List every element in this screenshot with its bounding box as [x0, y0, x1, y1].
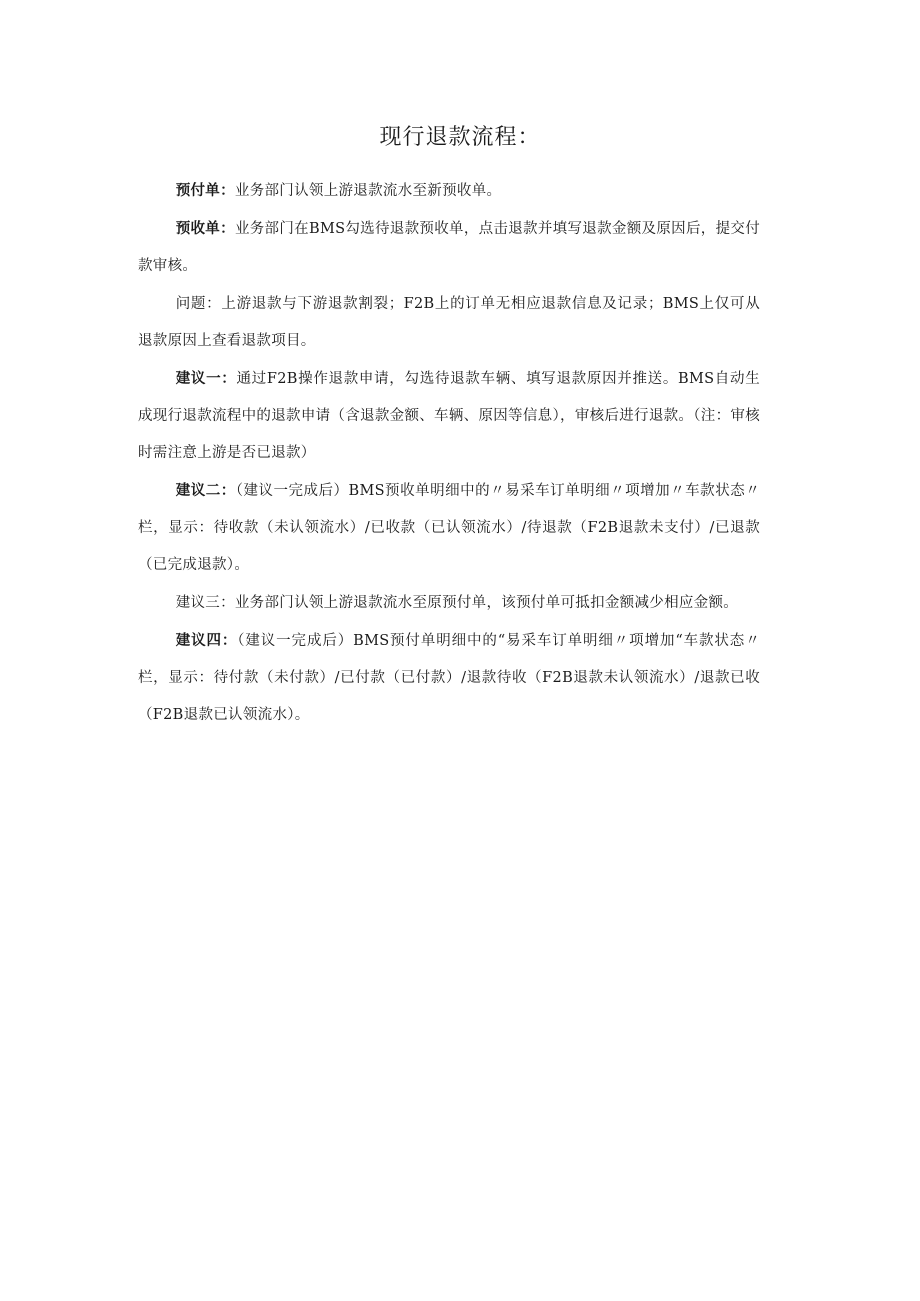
- paragraph-label: 预收单：: [175, 220, 235, 237]
- paragraph-text: （建议一完成后）BMS预付单明细中的“易采车订单明细〃项增加“车款状态〃栏，显示：待付款（未付款）/已付款（已付款）/退款待收（F2B退款未认领流水）/退款已收（F2B退款已认领流水）。: [138, 633, 760, 723]
- paragraph-suggestion-two: [138, 472, 760, 584]
- paragraph-text: 通过F2B操作退款申请，勾选待退款车辆、填写退款原因并推送。BMS自动生成现行退款流程中的退款申请（含退款金额、车辆、原因等信息），审核后进行退款。（注：审核时需注意上游是否已退款）: [138, 371, 760, 461]
- paragraph-suggestion-three: [138, 584, 760, 622]
- paragraph-suggestion-one: [138, 360, 760, 472]
- paragraph-problem: [138, 285, 760, 360]
- paragraph-text: 业务部门认领上游退款流水至新预收单。: [234, 183, 502, 199]
- document-title: 现行退款流程：: [379, 125, 541, 150]
- paragraph-label: 建议一：: [175, 370, 237, 387]
- paragraph-suggestion-four: [138, 622, 760, 734]
- paragraph-label: 建议二：: [175, 482, 236, 499]
- paragraph-label: 预付单：: [175, 182, 235, 199]
- paragraph-text: 问题：上游退款与下游退款割裂；F2B上的订单无相应退款信息及记录；BMS上仅可从退款原因上查看退款项目。: [138, 296, 760, 349]
- paragraph-text: 建议三：业务部门认领上游退款流水至原预付单，该预付单可抵扣金额减少相应金额。: [175, 595, 739, 611]
- paragraph-label: 建议四：: [175, 632, 238, 649]
- paragraph-text: 业务部门在BMS勾选待退款预收单，点击退款并填写退款金额及原因后，提交付款审核。: [138, 221, 761, 274]
- paragraph-prepayment: [138, 172, 760, 210]
- paragraph-prereceipt: [138, 210, 760, 285]
- document-body: [138, 172, 760, 734]
- paragraph-text: （建议一完成后）BMS预收单明细中的〃易采车订单明细〃项增加〃车款状态〃栏，显示：待收款（未认领流水）/已收款（已认领流水）/待退款（F2B退款未支付）/已退款（已完成退款）。: [138, 483, 761, 573]
